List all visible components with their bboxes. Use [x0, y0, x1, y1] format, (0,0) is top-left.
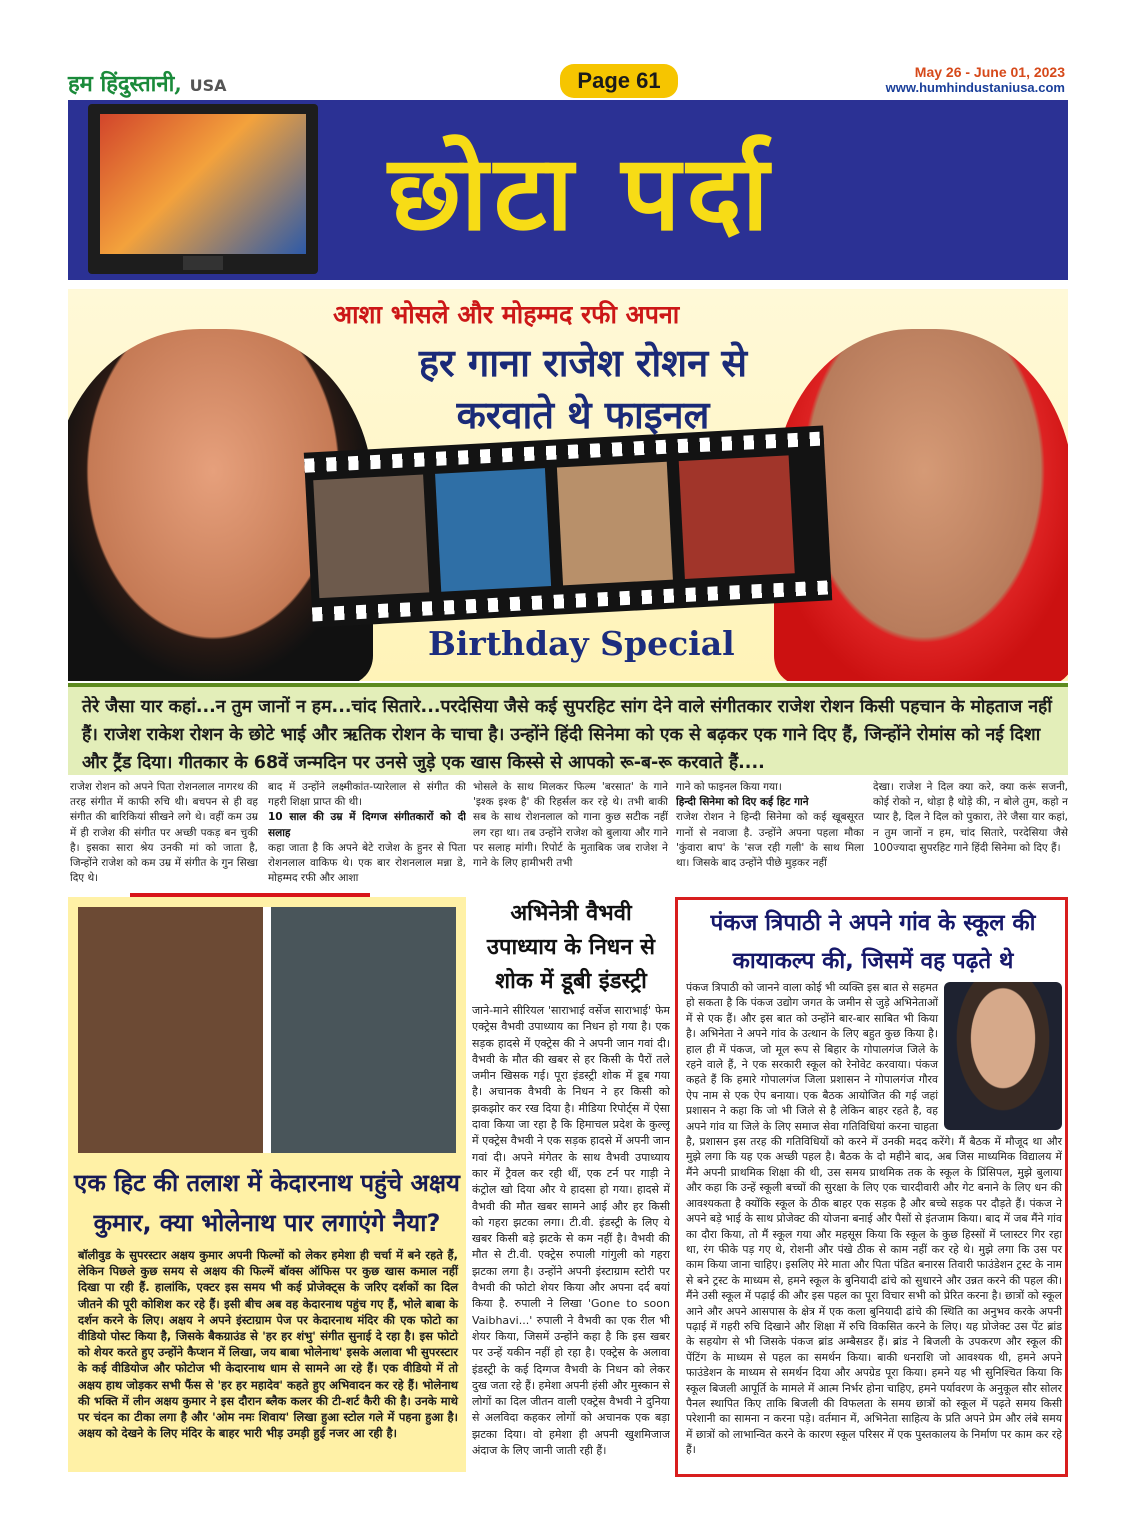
feature-kicker: आशा भोसले और मोहम्मद रफी अपना [333, 300, 680, 329]
pankaj-headline: पंकज त्रिपाठी ने अपने गांव के स्कूल की कायाकल्प की, जिसमें वह पढ़ते थे [710, 910, 1036, 974]
kedarnath-photos [78, 907, 456, 1153]
issue-date: May 26 - June 01, 2023 [914, 64, 1065, 80]
publication-logo[interactable] [68, 68, 227, 98]
page-number-badge: Page 61 [560, 64, 678, 98]
section-masthead [68, 100, 1068, 280]
logo-text: हम हिंदुस्तानी, [68, 71, 182, 97]
headline-line-2: करवाते थे फाइनल [456, 393, 710, 437]
vaibhavi-headline: अभिनेत्री वैभवी उपाध्याय के निधन से शोक में डूबी इंडस्ट्री [486, 901, 656, 994]
film-frame-photo [313, 475, 429, 599]
section-title: छोटा पर्दा [388, 132, 775, 254]
feature-headline [313, 337, 853, 441]
column-text: राजेश रोशन ने हिन्दी सिनेमा को कई खूबसूरत गानों से नवाजा है. उन्होंने अपना पहला मौका 'कुंवारा बाप' के 'सज रही गली' के साथ मिला था। जिसके बाद उन्होंने पीछे मुड़कर नहीं [676, 811, 864, 870]
intro-paragraph: तेरे जैसा यार कहां...न तुम जानों न हम...चांद सितारे...परदेसिया जैसे कई सुपरहिट सांग देने वाले संगीतकार राजेश रोशन किसी पहचान के मोहताज नहीं हैं। राजेश राकेश रोशन के छोटे भाई और ऋतिक रोशन के चाचा है। उन्होंने हिंदी सिनेमा को एक से बढ़कर एक गाने दिए हैं, जिन्होंने रोमांस को नई दिशा और ट्रैंड दिया। गीतकार के 68वें जन्मदिन पर उनसे जुड़े एक खास किस्से से आपको रू-ब-रू करवाते हैं.... [68, 683, 1068, 775]
akshay-body: बॉलीवुड के सुपरस्टार अक्षय कुमार अपनी फिल्मों को लेकर हमेशा ही चर्चा में बने रहते हैं, लेकिन पिछले कुछ समय से अक्षय की फिल्में बॉक्स ऑफिस पर कुछ खास कमाल नहीं दिखा पा रही हैं. हालांकि, एक्टर इस समय भी कई प्रोजेक्ट्स के जरिए दर्शकों का दिल जीतने की पूरी कोशिश कर रहे हैं। इसी बीच अब वह केदारनाथ पहुंच गए हैं, भोले बाबा के दर्शन करने के लिए। अक्षय ने अपने इंस्टाग्राम पेज पर केदारनाथ मंदिर की एक फोटो का वीडियो पोस्ट किया है, जिसके बैकग्राउंड से 'हर हर शंभु' संगीत सुनाई दे रहा है। इस फोटो को शेयर करते हुए उन्होंने कैप्शन में लिखा, जय बाबा भोलेनाथ' इसके अलावा भी सुपरस्टार के कई वीडियोज और फोटोज भी केदारनाथ धाम से सामने आ रहे हैं। एक वीडियो में तो अक्षय हाथ जोड़कर सभी फैंस से 'हर हर महादेव' कहते हुए अभिवादन कर रहे हैं। भोलेनाथ की भक्ति में लीन अक्षय कुमार ने इस दौरान ब्लैक कलर की टी-शर्ट कैरी की है। उनके माथे पर चंदन का टीका लगा है और 'ओम नमः शिवाय' लिखा हुआ स्टोल गले में पहना हुआ है। अक्षय को देखने के लिए मंदिर के बाहर भारी भीड़ उमड़ी हुई नजर आ रही है। [78, 1248, 458, 1441]
logo-suffix: USA [189, 76, 227, 95]
article-column-3: भोसले के साथ मिलकर फिल्म 'बरसात' के गाने 'इश्क इश्क है' की रिहर्सल कर रहे थे। तभी बाकी सब के साथ रोशनलाल को गाना कुछ सटीक नहीं लग रहा था। तब उन्होंने राजेश को बुलाया और गाने पर सलाह मांगी। रिपोर्ट के मुताबिक जब राजेश ने गाने के लिए हामीभरी तभी [473, 781, 668, 870]
tv-screen-image [100, 114, 306, 254]
column-text: कहा जाता है कि अपने बेटे राजेश के हुनर से पिता रोशनलाल वाकिफ थे। एक बार रोशनलाल मन्ना डे, मोहम्मद रफी और आशा [268, 841, 466, 885]
column-subheading: 10 साल की उम्र में दिग्गज संगीतकारों को दी सलाह [268, 811, 466, 839]
film-strip-collage [304, 426, 832, 628]
headline-line-1: हर गाना राजेश रोशन से [418, 341, 748, 385]
film-frame-photo [679, 455, 795, 579]
tv-icon [88, 104, 318, 274]
vaibhavi-body: जाने-माने सीरियल 'साराभाई वर्सेज साराभाई' फेम एक्ट्रेस वैभवी उपाध्याय का निधन हो गया है। एक सड़क हादसे में एक्ट्रेस की ने अपनी जान गवां दी। वैभवी के मौत की खबर से हर किसी के पैरों तले जमीन खिसक गई। पूरा इंडस्ट्री शोक में डूब गया है। अचानक वैभवी के निधन ने हर किसी को झकझोर कर रख दिया है। मीडिया रिपोर्ट्स में ऐसा दावा किया जा रहा है कि हिमाचल प्रदेश के कुल्लू में एक्ट्रेस वैभवी ने एक सड़क हादसे में अपनी जान गवां दी। अपने मंगेतर के साथ वैभवी उपाध्याय कार में ट्रैवल कर रही थीं, एक टर्न पर गाड़ी ने कंट्रोल खो दिया और ये हादसा हो गया। हादसे में वैभवी की मौत खबर सामने आई और हर किसी को गहरा झटका लगा। टी.वी. इंडस्ट्री के लिए ये खबर किसी बड़े झटके से कम नहीं है। वैभवी की मौत से टी.वी. एक्ट्रेस रुपाली गांगुली को गहरा झटका लगा है। उन्होंने अपनी इंस्टाग्राम स्टोरी पर वैभवी की फोटो शेयर किया और अपना दर्द बयां किया है. रुपाली ने लिखा 'Gone to soon Vaibhavi...' रुपाली ने वैभवी का एक रील भी शेयर किया, जिसमें उन्होंने कहा है कि इस खबर पर उन्हें यकीन नहीं हो रहा है। एक्ट्रेस के अलावा इंडस्ट्री के कई दिग्गज वैभवी के निधन को लेकर दुख जता रहे हैं। हमेशा अपनी हंसी और मुस्कान से लोगों का दिल जीतन वाली एक्ट्रेस वैभवी ने दुनिया से अलविदा कहकर लोगों को अचानक एक बड़ा झटका दिया। वो हमेशा ही अपनी खुशमिजाज अंदाज के लिए जानी जाती रही हैं। [472, 1004, 670, 1458]
issue-info [886, 64, 1065, 95]
birthday-special-badge: Birthday Special [428, 624, 735, 663]
page-header [0, 0, 1135, 100]
tv-stand [183, 256, 223, 270]
pankaj-body: पंकज त्रिपाठी को जानने वाला कोई भी व्यक्ति इस बात से सहमत हो सकता है कि पंकज उद्योग जगत के जमीन से जुड़े अभिनेताओं में से एक हैं। और इस बात को उन्होंने बार-बार साबित भी किया है। अभिनेता ने अपने गांव के उत्थान के लिए बहुत कुछ किया है। हाल ही में पंकज, जो मूल रूप से बिहार के गोपालगंज जिले के रहने वाले हैं, ने एक सरकारी स्कूल को रेनोवेट करवाया। पंकज कहते हैं कि हमारे गोपालगंज जिला प्रशासन ने गोपालगंज गौरव ऐप नाम से एक ऐप बनाया। एक बैठक आयोजित की गई जहां प्रशासन ने कहा कि जो भी जिले से है लेकिन बाहर रहते है, वह अपने गांव या जिले के लिए समाज सेवा गतिविधियां करना चाहता है, प्रशासन इस तरह की गतिविधियों को करने में उनकी मदद करेंगे। मैं बैठक में मौजूद था और मुझे लगा कि यह एक अच्छी पहल है। बैठक के दो महीने बाद, अब जिस माध्यमिक विद्यालय में मैंने अपनी प्राथमिक शिक्षा की थी, उस समय प्राथमिक तक के स्कूल के प्रिंसिपल, मुझे बुलाया और कहा कि उन्हें स्कूली बच्चों की सुरक्षा के लिए एक चारदीवारी और गेट बनाने के लिए धन की आवश्यकता है क्योंकि स्कूल के ठीक बाहर एक सड़क है और बच्चे सड़क पर दौड़ते हैं। पंकज ने अपने बड़े भाई के साथ प्रोजेक्ट की योजना बनाई और पैसों से इंतजाम किया। बाद में जब मैंने गांव का दौरा किया, तो मैं स्कूल गया और महसूस किया कि स्कूल के कुछ हिस्सों में प्लास्टर गिर रहा था, रंग फीके पड़ गए थे, रोशनी और पंखे ठीक से काम नहीं कर रहे थे। मुझे लगा कि उस पर काम किया जाना चाहिए। इसलिए मेरे माता और पिता पंडित बनारस तिवारी फाउंडेशन ट्रस्ट के नाम से बने ट्रस्ट के माध्यम से, हमने स्कूल के बुनियादी ढांचे को सुधारने और उन्नत करने की पहल की। मैंने उसी स्कूल में पढ़ाई की और इस पहल का पूरा विचार सभी को प्रेरित करना है। छात्रों को स्कूल आने और अपने आसपास के क्षेत्र में एक कला बुनियादी ढांचे की स्थिति का अनुभव करके अपनी पढ़ाई में गहरी रुचि दिखाने और शिक्षा में रुचि विकसित करने के लिए। यह प्रोजेक्ट उस पेंट ब्रांड के सहयोग से भी जिसके पंकज ब्रांड अम्बैसडर हैं। ब्रांड ने बिजली के उपकरण और स्कूल की पेंटिंग के माध्यम से पहल का समर्थन किया। बाकी धनराशि जो आवश्यक थी, हमने अपने फाउंडेशन के माध्यम से समर्थन दिया और अपग्रेड पूरा किया। हमने यह भी सुनिश्चित किया कि स्कूल बिजली आपूर्ति के मामले में आत्म निर्भर होना चाहिए, हमने पर्यावरण के अनुकूल सौर सोलर पैनल स्थापित किए ताकि बिजली की विफलता के समय छात्रों को स्कूल में पढ़ते समय किसी परेशानी का सामना न करना पड़े। वर्तमान में, अभिनेता साहित्य के प्रति अपने प्रेम और लंबे समय में छात्रों को लाभान्वित करने के कारण स्कूल परिसर में एक पुस्तकालय के निर्माण पर काम कर रहे हैं। [686, 981, 1062, 1457]
feature-banner [68, 289, 1068, 681]
column-text: बाद में उन्होंने लक्ष्मीकांत-प्यारेलाल से संगीत की गहरी शिक्षा प्राप्त की थी। [268, 781, 466, 809]
column-subheading: हिन्दी सिनेमा को दिए कई हिट गाने [676, 796, 809, 809]
pankaj-portrait [944, 982, 1062, 1130]
website-link[interactable]: www.humhindustaniusa.com [885, 80, 1065, 95]
akshay-story [68, 897, 466, 1472]
akshay-headline: एक हिट की तलाश में केदारनाथ पहुंचे अक्षय कुमार, क्या भोलेनाथ पार लगाएंगे नैया? [74, 1169, 460, 1237]
column-text: गाने को फाइनल किया गया। [676, 781, 782, 793]
film-frame-photo [435, 468, 551, 592]
article-column-4 [676, 780, 864, 892]
film-frame-photo [557, 462, 673, 586]
article-column-5: देखा। राजेश ने दिल क्या करे, क्या करूं सजनी, कोई रोको न, थोड़ा है थोड़े की, न बोले तुम, कहो न प्यार है, दिल ने दिल को पुकारा, तेरे जैसा यार कहां, न तुम जानों न हम, चांद सितारे, परदेसिया जैसे 100ज्यादा सुपरहिट गाने हिंदी सिनेमा को दिए हैं। [873, 781, 1068, 854]
pankaj-body-wrap [686, 980, 1062, 1458]
article-column-2 [268, 780, 466, 892]
article-column-1: राजेश रोशन को अपने पिता रोशनलाल नागरथ की तरह संगीत में काफी रुचि थी। बचपन से ही वह संगीत की बारिकियां सीखने लगे थे। वहीं कम उम्र में ही राजेश की संगीत पर अच्छी पकड़ बन चुकी है। इसका सारा श्रेय उनकी मां को जाता है, जिन्होंने राजेश को कम उम्र में संगीत के गुन सिखा दिए थे। [70, 781, 258, 885]
vaibhavi-story [472, 897, 670, 1477]
pankaj-story [675, 897, 1068, 1477]
